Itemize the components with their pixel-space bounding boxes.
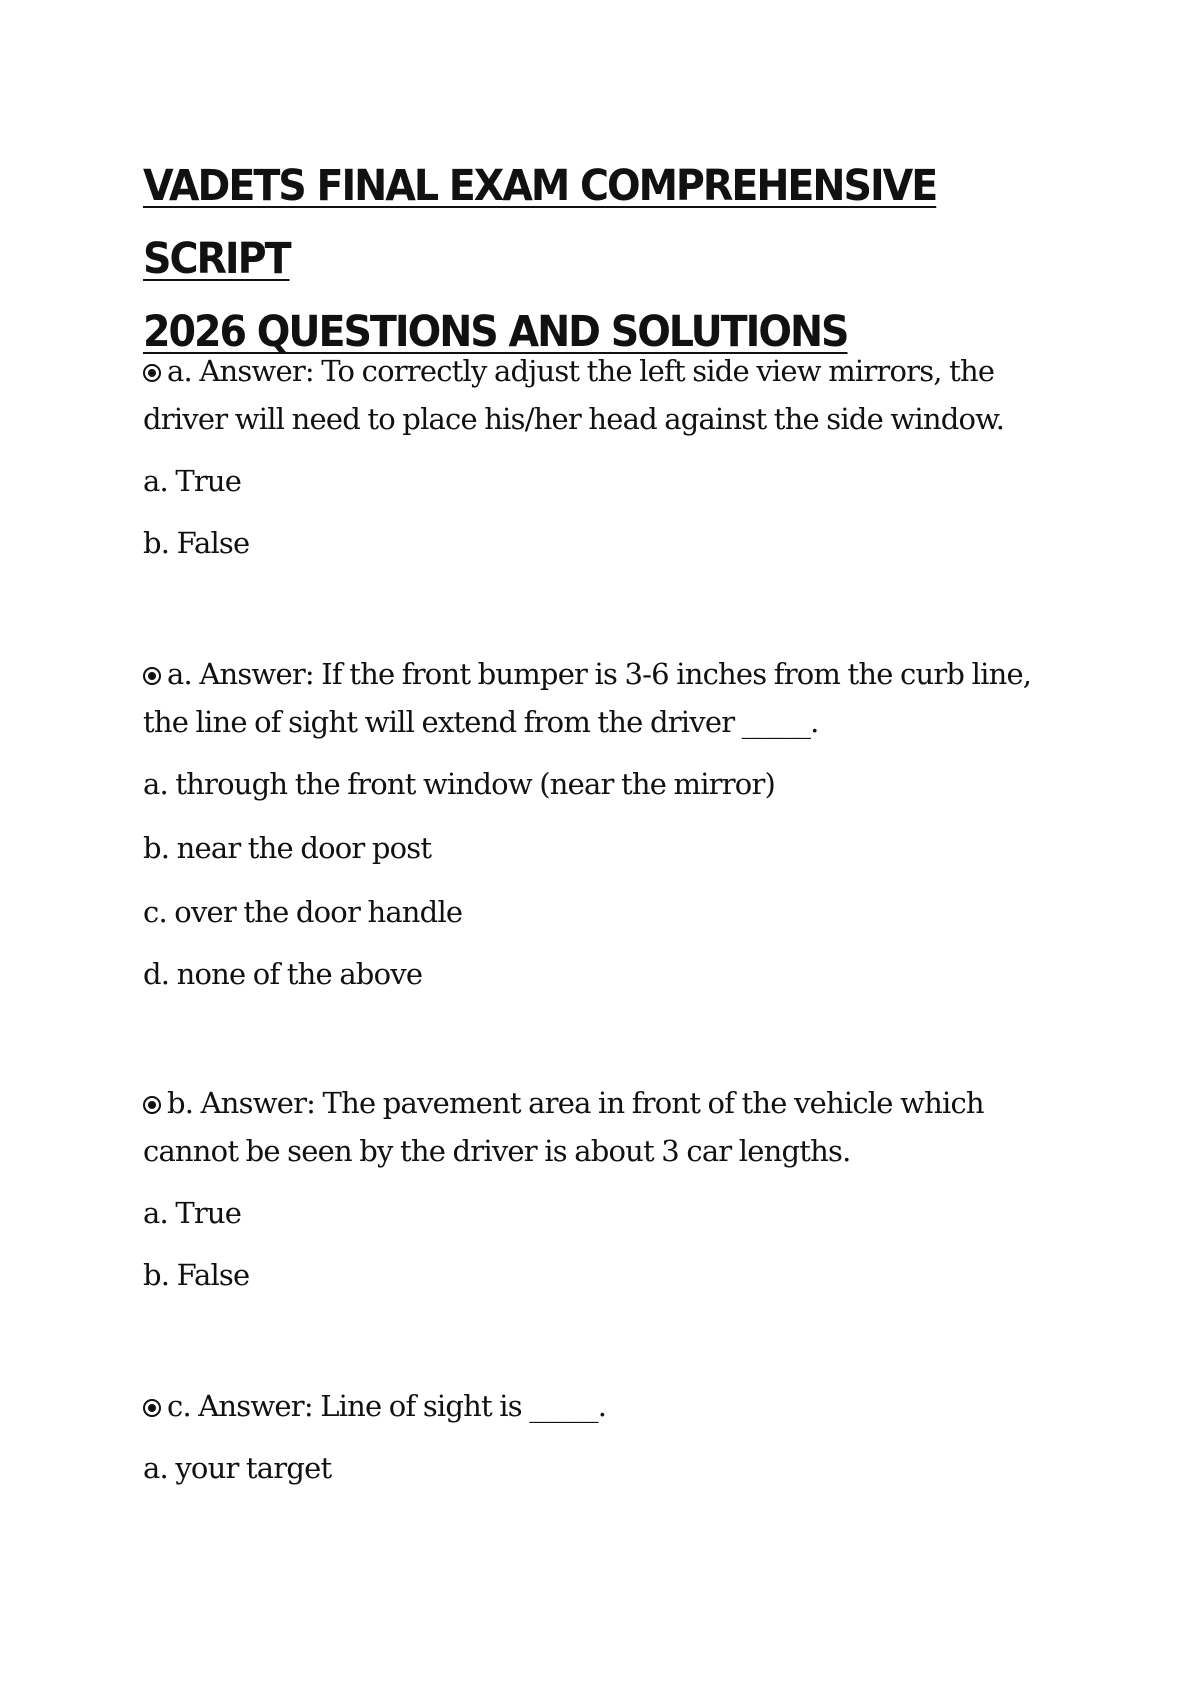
radio-selected-icon [143, 1399, 161, 1417]
question-stem-text: b. Answer: The pavement area in front of the vehicle which cannot be seen by the driver is about 3 car lengths. [143, 1086, 984, 1168]
answer-option: c. over the door handle [143, 895, 463, 929]
answer-option: a. True [143, 1196, 242, 1230]
question-stem-text: c. Answer: Line of sight is _____. [167, 1389, 607, 1423]
question-stem [143, 1079, 1078, 1175]
title-line-2: 2026 QUESTIONS AND SOLUTIONS [143, 307, 848, 357]
answer-option: d. none of the above [143, 957, 423, 991]
radio-selected-icon [143, 667, 161, 685]
question-stem [143, 1382, 1078, 1430]
question-4 [143, 1382, 1078, 1492]
answer-option: a. your target [143, 1451, 332, 1485]
radio-selected-icon [143, 364, 161, 382]
answer-option: a. through the front window (near the mirror) [143, 767, 776, 801]
question-stem-text: a. Answer: If the front bumper is 3-6 inches from the curb line, the line of sight will extend from the driver _____. [143, 657, 1032, 739]
document-title [143, 150, 1081, 369]
answer-option: b. near the door post [143, 831, 432, 865]
document-page [143, 150, 1078, 1485]
answer-option: b. False [143, 526, 250, 560]
question-3 [143, 1079, 1078, 1299]
question-stem [143, 650, 1078, 746]
radio-selected-icon [143, 1096, 161, 1114]
answer-option: a. True [143, 464, 242, 498]
question-stem [143, 347, 1078, 443]
answer-option: b. False [143, 1258, 250, 1292]
question-2 [143, 650, 1078, 998]
title-line-1: VADETS FINAL EXAM COMPREHENSIVE SCRIPT [143, 161, 937, 284]
question-1 [143, 347, 1078, 567]
question-stem-text: a. Answer: To correctly adjust the left side view mirrors, the driver will need to place his/her head against the side window. [143, 354, 1005, 436]
